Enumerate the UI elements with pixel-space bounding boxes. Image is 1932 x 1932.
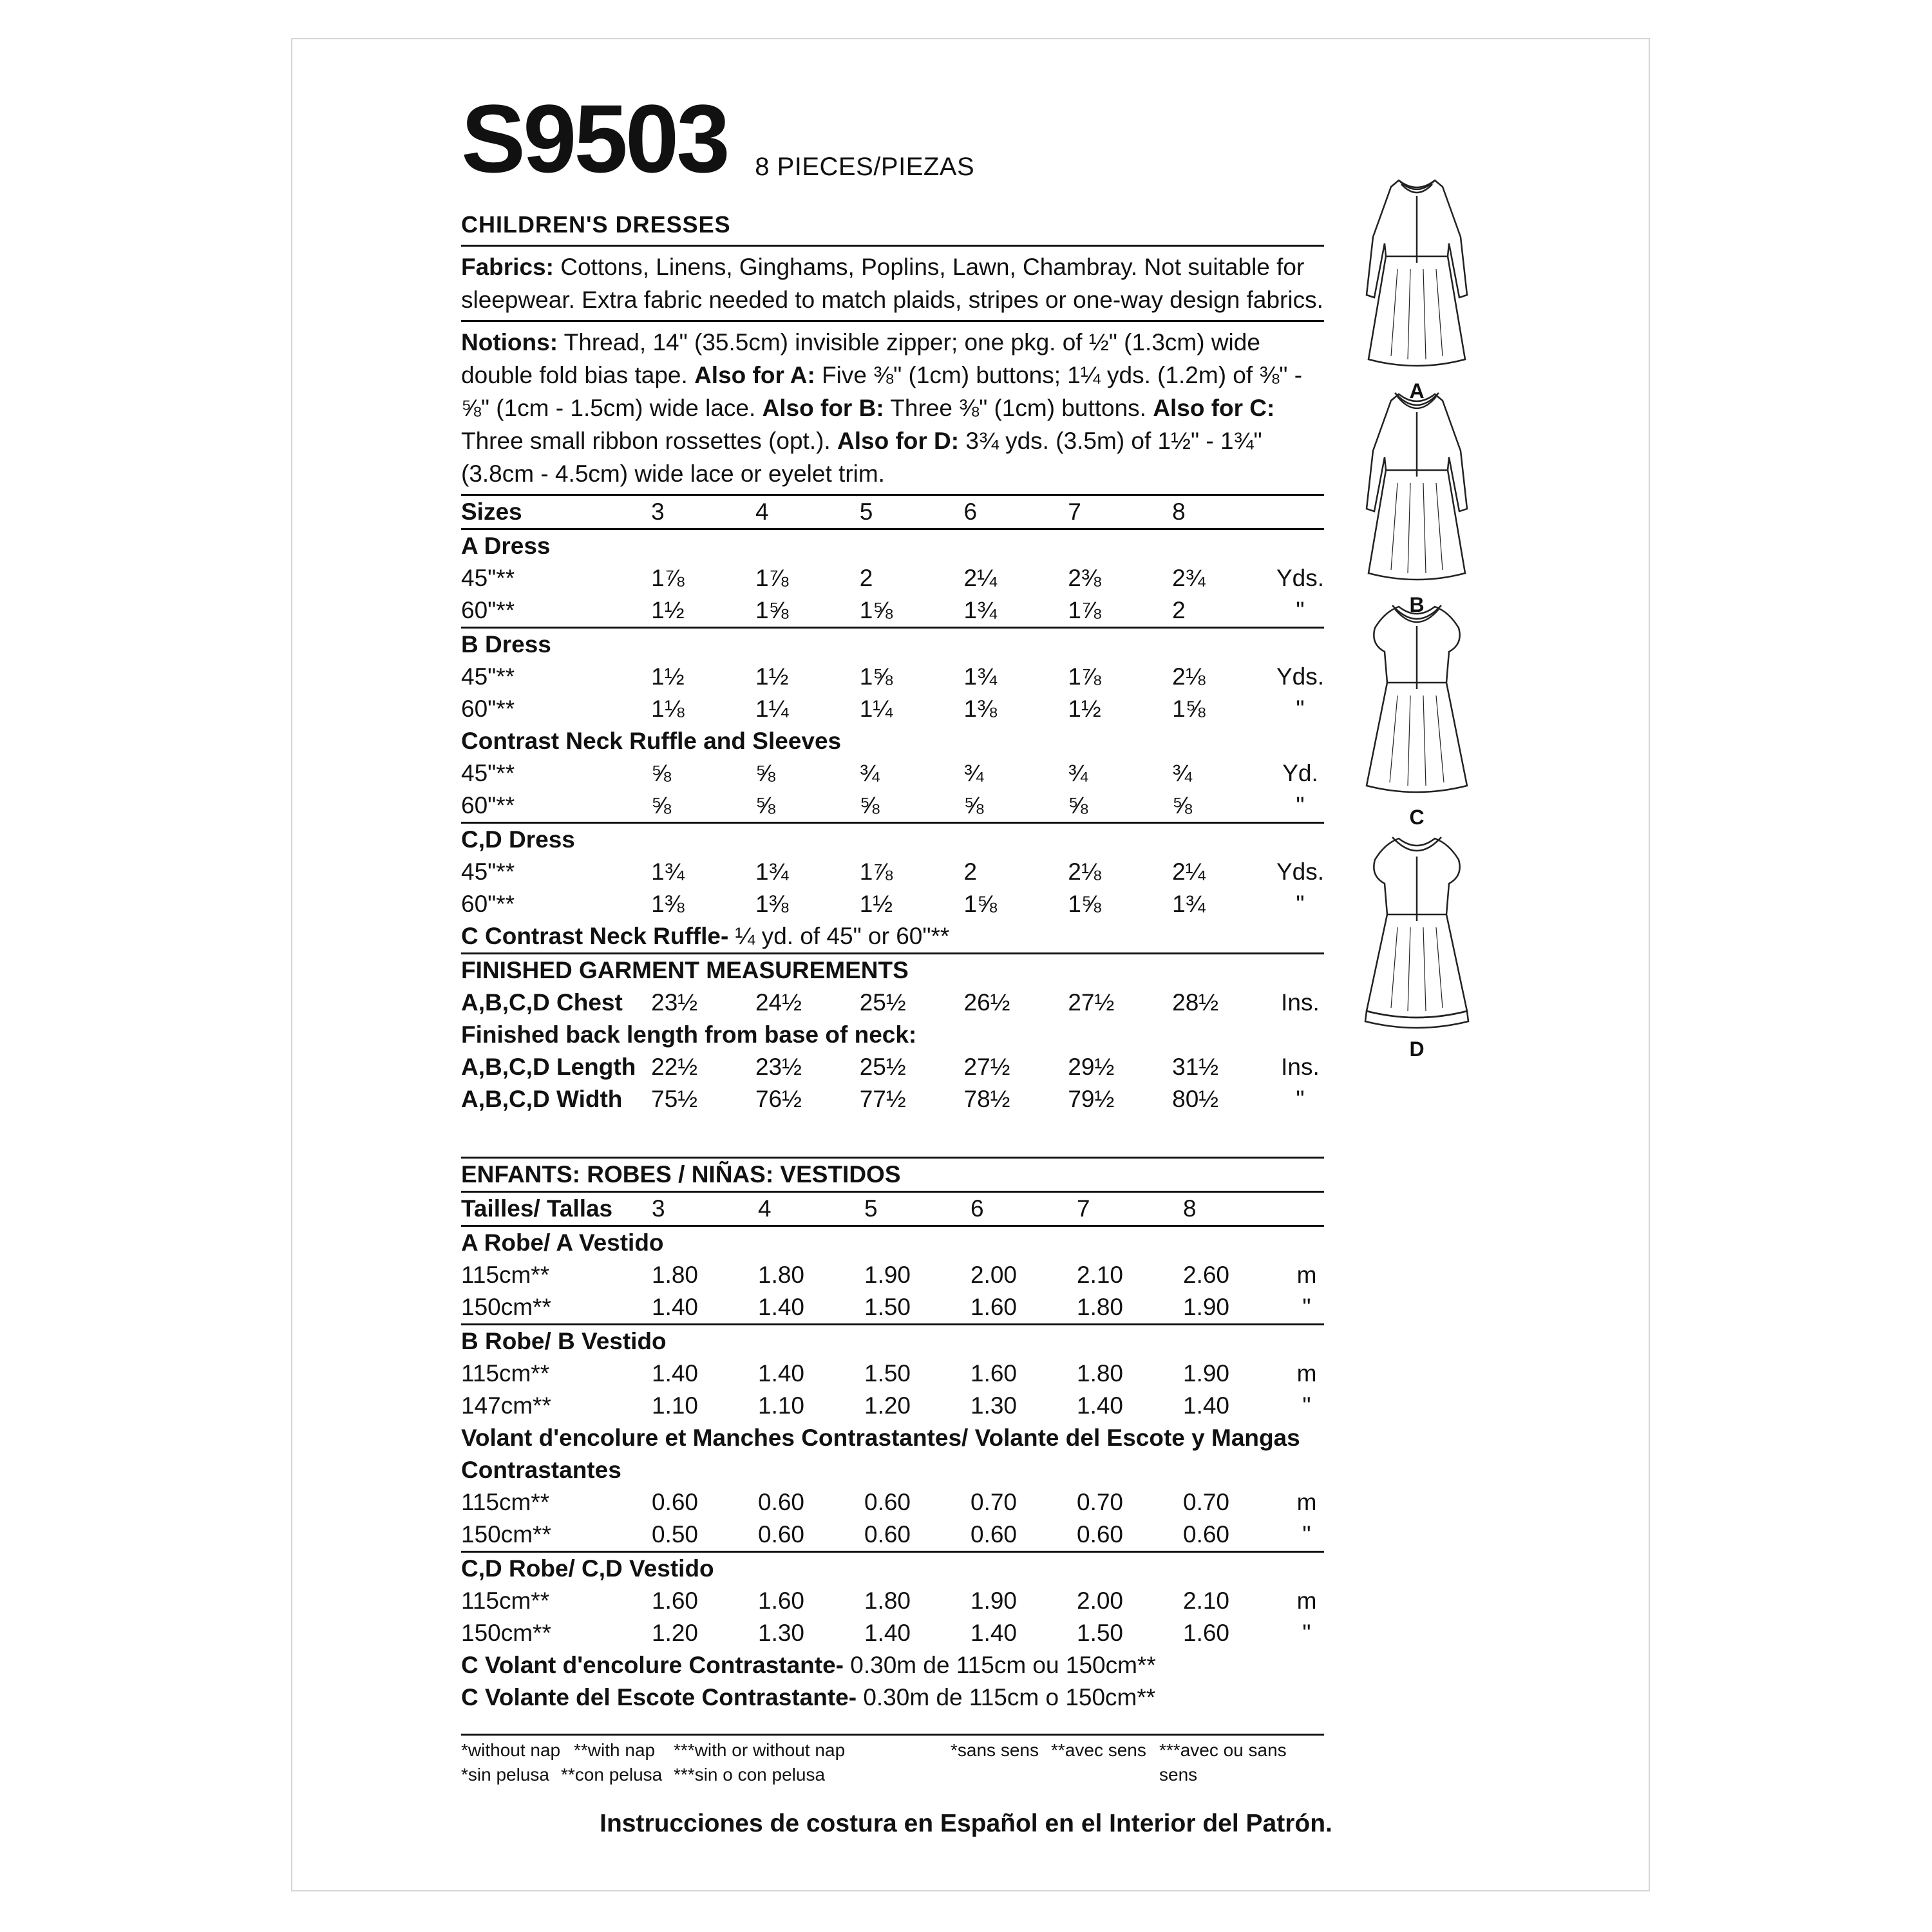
yardage-value: 1.40 [758, 1360, 805, 1387]
yardage-row [461, 661, 1324, 693]
yardage-value: ⅝ [755, 792, 775, 819]
yardage-value: 1.40 [1183, 1392, 1230, 1419]
notions-d-label: Also for D: [837, 428, 960, 454]
measurement-value: 26½ [963, 989, 1010, 1016]
yardage-value: 1.10 [758, 1392, 805, 1419]
yardage-value: 1.90 [1183, 1294, 1230, 1320]
measurement-row [461, 987, 1324, 1019]
yardage-value: 1.80 [758, 1262, 805, 1288]
yardage-value: 2¾ [1172, 565, 1206, 591]
yardage-value: ¾ [1172, 760, 1192, 786]
yardage-value: 0.60 [1183, 1521, 1230, 1548]
group-title: C,D Robe/ C,D Vestido [461, 1552, 1324, 1586]
yardage-value: 0.70 [1183, 1489, 1230, 1515]
sizes-label: Tailles/ Tallas [461, 1192, 652, 1226]
yardage-value: 2.00 [971, 1262, 1018, 1288]
yardage-value: 1.80 [652, 1262, 699, 1288]
yardage-value: 1.60 [971, 1294, 1018, 1320]
yardage-value: ¾ [963, 760, 984, 786]
size-cell: 8 [1172, 495, 1276, 529]
group-title: A Dress [461, 529, 1324, 563]
footnote: *sans sens [951, 1740, 1039, 1760]
metric-sizes-row [461, 1192, 1324, 1226]
view-label: A [1409, 379, 1425, 402]
fabric-width-label: 115cm** [461, 1360, 550, 1387]
yardage-value: 0.60 [758, 1521, 805, 1548]
yardage-value: 2 [859, 565, 873, 591]
yardage-value: 1.50 [864, 1294, 911, 1320]
measurement-value: 29½ [1068, 1054, 1115, 1080]
footnote: **avec sens [1051, 1740, 1146, 1760]
yardage-value: 1⅝ [859, 597, 893, 623]
unit: m [1296, 1262, 1317, 1288]
yardage-table-metric [461, 1157, 1324, 1714]
header [461, 84, 1324, 193]
measurement-value: 76½ [755, 1086, 802, 1112]
piece-count: 8 PIECES/PIEZAS [755, 153, 975, 181]
measurement-label: A,B,C,D Width [461, 1086, 623, 1112]
yardage-value: 0.60 [652, 1489, 699, 1515]
yardage-value: 2 [1172, 597, 1186, 623]
yardage-value: 1.50 [1077, 1620, 1124, 1646]
unit: " [1296, 891, 1305, 917]
yardage-row [461, 1390, 1324, 1422]
view-label: C [1409, 806, 1425, 829]
c-ruffle-label: C Contrast Neck Ruffle- [461, 923, 729, 949]
c-ruffle-text: ¼ yd. of 45" or 60"** [728, 923, 950, 949]
yardage-value: 1.20 [652, 1620, 699, 1646]
measurement-value: 77½ [859, 1086, 906, 1112]
yardage-value: 1¾ [1172, 891, 1206, 917]
yardage-value: 1⅝ [1172, 696, 1206, 722]
unit: " [1296, 696, 1305, 722]
unit: m [1296, 1360, 1317, 1387]
notions-a-label: Also for A: [694, 362, 815, 388]
unit: Yds. [1276, 858, 1324, 885]
yardage-value: 1½ [1068, 696, 1101, 722]
notions-text: Thread, 14" (35.5cm) invisible zipper; one pkg. of ½" (1.3cm) wide double fold bias tape. [461, 329, 1260, 388]
yardage-value: 0.50 [652, 1521, 699, 1548]
fabric-width-label: 115cm** [461, 1489, 550, 1515]
yardage-value: 1.60 [971, 1360, 1018, 1387]
yardage-value: 1¾ [755, 858, 789, 885]
measurement-value: 27½ [963, 1054, 1010, 1080]
dress-icon [1352, 592, 1481, 799]
size-cell: 4 [755, 495, 860, 529]
yardage-value: 1⅞ [651, 565, 685, 591]
unit: " [1296, 1086, 1305, 1112]
yardage-value: 1¼ [859, 696, 893, 722]
yardage-value: 1⅝ [963, 891, 997, 917]
size-cell: 3 [651, 495, 755, 529]
size-cell: 3 [652, 1192, 758, 1226]
yardage-table-imperial [461, 494, 1324, 1157]
yardage-value: 1⅞ [1068, 597, 1101, 623]
fabric-width-label: 115cm** [461, 1587, 550, 1614]
finished-measurements-title: FINISHED GARMENT MEASUREMENTS [461, 954, 1324, 987]
yardage-value: 1.30 [758, 1620, 805, 1646]
yardage-value: 1¾ [963, 663, 997, 690]
yardage-value: 1.80 [864, 1587, 911, 1614]
volant-title: Volant d'encolure et Manches Contrastantes/ Volante del Escote y Mangas [461, 1425, 1300, 1451]
measurement-value: 22½ [651, 1054, 698, 1080]
yardage-value: 0.60 [864, 1489, 911, 1515]
yardage-value: 1.60 [1183, 1620, 1230, 1646]
yardage-value: 2⅛ [1068, 858, 1101, 885]
yardage-value: 1.40 [864, 1620, 911, 1646]
yardage-group [461, 628, 1324, 726]
fabric-width-label: 60"** [461, 792, 515, 819]
yardage-row [461, 1486, 1324, 1519]
unit: " [1302, 1521, 1311, 1548]
view-b-sketch [1352, 380, 1481, 617]
sizes-row [461, 495, 1324, 529]
yardage-value: 2.60 [1183, 1262, 1230, 1288]
c-volant-label: C Volant d'encolure Contrastante- [461, 1652, 844, 1678]
unit: m [1296, 1489, 1317, 1515]
footnote: ***with or without nap [674, 1740, 846, 1760]
yardage-value: 1½ [651, 663, 685, 690]
pattern-code: S9503 [461, 84, 728, 193]
spanish-instructions-note: Instrucciones de costura en Español en el Interior del Patrón. [600, 1810, 1332, 1837]
yardage-group [461, 823, 1324, 921]
size-cell: 5 [860, 495, 964, 529]
notions-d-text: 3¾ yds. (3.5m) of 1½" - 1¾" (3.8cm - 4.5cm) wide lace or eyelet trim. [461, 428, 1262, 487]
size-cell: 6 [971, 1192, 1077, 1226]
c-contrast-ruffle-row [461, 920, 1324, 954]
yardage-value: 2¼ [1172, 858, 1206, 885]
yardage-value: 0.60 [758, 1489, 805, 1515]
yardage-value: 1⅝ [859, 663, 893, 690]
fabrics-section [461, 247, 1324, 320]
footnote: **con pelusa [561, 1765, 663, 1785]
footnotes [461, 1734, 1324, 1787]
yardage-value: 1.30 [971, 1392, 1018, 1419]
fabric-width-label: 150cm** [461, 1521, 551, 1548]
footnote: ***avec ou sans sens [1159, 1740, 1287, 1785]
yardage-row [461, 790, 1324, 823]
unit: " [1296, 597, 1305, 623]
fabric-width-label: 45"** [461, 760, 515, 786]
yardage-value: 0.60 [971, 1521, 1018, 1548]
measurement-value: 78½ [963, 1086, 1010, 1112]
unit: " [1302, 1294, 1311, 1320]
view-label: D [1409, 1037, 1425, 1061]
fabrics-text: Cottons, Linens, Ginghams, Poplins, Lawn, Chambray. Not suitable for sleepwear. Extra fabric needed to match plaids, stripes or one-way design fabrics. [461, 254, 1323, 313]
yardage-value: 1⅞ [1068, 663, 1101, 690]
yardage-value: 1.90 [1183, 1360, 1230, 1387]
notions-label: Notions: [461, 329, 558, 355]
fabrics-label: Fabrics: [461, 254, 554, 280]
notions-section [461, 322, 1324, 494]
fabric-width-label: 60"** [461, 597, 515, 623]
c-volante-text: 0.30m de 115cm o 150cm** [857, 1684, 1156, 1710]
unit: m [1296, 1587, 1317, 1614]
measurement-value: 25½ [859, 1054, 906, 1080]
yardage-row [461, 1291, 1324, 1325]
measurement-value: 79½ [1068, 1086, 1115, 1112]
pattern-back [461, 84, 1324, 1714]
dress-icon [1352, 824, 1481, 1030]
size-cell: 5 [864, 1192, 971, 1226]
unit: Yds. [1276, 565, 1324, 591]
yardage-row [461, 1519, 1324, 1552]
yardage-group [461, 725, 1324, 823]
measurement-label: A,B,C,D Chest [461, 989, 623, 1016]
yardage-row [461, 757, 1324, 790]
yardage-value: 0.60 [1077, 1521, 1124, 1548]
yardage-row [461, 1617, 1324, 1649]
size-cell: 6 [964, 495, 1068, 529]
fabric-width-label: 150cm** [461, 1294, 551, 1320]
back-length-note: Finished back length from base of neck: [461, 1021, 917, 1048]
yardage-value: ⅝ [755, 760, 775, 786]
fabric-width-label: 60"** [461, 891, 515, 917]
measurement-value: 23½ [651, 989, 698, 1016]
yardage-value: 1.80 [1077, 1360, 1124, 1387]
footnote: *sin pelusa [461, 1765, 549, 1785]
yardage-value: ¾ [1068, 760, 1088, 786]
unit: Ins. [1281, 989, 1320, 1016]
yardage-value: 1⅝ [1068, 891, 1101, 917]
unit: " [1296, 792, 1305, 819]
measurement-value: 31½ [1172, 1054, 1219, 1080]
yardage-value: ⅝ [651, 760, 671, 786]
yardage-row [461, 693, 1324, 725]
fabric-width-label: 150cm** [461, 1620, 551, 1646]
fabric-width-label: 45"** [461, 565, 515, 591]
yardage-value: 2.10 [1077, 1262, 1124, 1288]
group-title: Contrastantes [461, 1457, 621, 1483]
yardage-value: 1.60 [758, 1587, 805, 1614]
yardage-value: 2.00 [1077, 1587, 1124, 1614]
yardage-value: 1.40 [971, 1620, 1018, 1646]
group-title: C,D Dress [461, 823, 1324, 857]
notions-a-text: Five ⅜" (1cm) buttons; 1¼ yds. (1.2m) of ⅜" - ⅝" (1cm - 1.5cm) wide lace. [461, 362, 1303, 421]
measurement-row [461, 1083, 1324, 1115]
yardage-value: 1⅝ [755, 597, 789, 623]
yardage-value: 2⅛ [1172, 663, 1206, 690]
sizes-label: Sizes [461, 495, 651, 529]
yardage-row [461, 562, 1324, 594]
yardage-value: 1.40 [1077, 1392, 1124, 1419]
yardage-value: 1.50 [864, 1360, 911, 1387]
notions-c-text: Three small ribbon rossettes (opt.). [461, 428, 831, 454]
measurement-value: 24½ [755, 989, 802, 1016]
fabric-width-label: 45"** [461, 663, 515, 690]
fabric-width-label: 60"** [461, 696, 515, 722]
group-title: B Robe/ B Vestido [461, 1325, 1324, 1358]
yardage-value: ⅝ [1068, 792, 1088, 819]
yardage-value: 1⅞ [859, 858, 893, 885]
yardage-row [461, 856, 1324, 888]
yardage-value: 0.60 [864, 1521, 911, 1548]
yardage-value: ⅝ [963, 792, 984, 819]
yardage-value: 1.40 [652, 1360, 699, 1387]
view-a-sketch [1352, 166, 1481, 403]
yardage-value: ⅝ [1172, 792, 1192, 819]
metric-title-row [461, 1158, 1324, 1192]
footnote: **with nap [574, 1740, 656, 1760]
yardage-value: 1.10 [652, 1392, 699, 1419]
c-volante-label: C Volante del Escote Contrastante- [461, 1684, 857, 1710]
yardage-group [461, 1226, 1324, 1325]
size-cell: 4 [758, 1192, 864, 1226]
yardage-row [461, 888, 1324, 920]
yardage-value: 1½ [859, 891, 893, 917]
size-cell: 7 [1077, 1192, 1183, 1226]
yardage-value: 1¾ [651, 858, 685, 885]
yardage-value: 1.90 [971, 1587, 1018, 1614]
yardage-row [461, 594, 1324, 628]
yardage-value: 1.20 [864, 1392, 911, 1419]
c-volant-text: 0.30m de 115cm ou 150cm** [844, 1652, 1156, 1678]
notions-b-label: Also for B: [762, 395, 884, 421]
yardage-row [461, 1358, 1324, 1390]
dress-icon [1352, 380, 1481, 586]
notions-c-label: Also for C: [1153, 395, 1275, 421]
yardage-group [461, 1325, 1324, 1423]
yardage-value: 1¼ [755, 696, 789, 722]
yardage-value: 1⅜ [651, 891, 685, 917]
yardage-value: 1⅞ [755, 565, 789, 591]
unit: Yd. [1282, 760, 1318, 786]
yardage-value: 1.40 [758, 1294, 805, 1320]
yardage-row [461, 1259, 1324, 1291]
unit: " [1302, 1392, 1311, 1419]
yardage-value: ¾ [859, 760, 880, 786]
measurement-value: 23½ [755, 1054, 802, 1080]
measurement-value: 25½ [859, 989, 906, 1016]
yardage-value: ⅝ [859, 792, 880, 819]
measurement-value: 80½ [1172, 1086, 1219, 1112]
yardage-value: 2¼ [963, 565, 997, 591]
metric-title: ENFANTS: ROBES / NIÑAS: VESTIDOS [461, 1158, 1324, 1192]
footnote: ***sin o con pelusa [674, 1765, 826, 1785]
yardage-value: 1.60 [652, 1587, 699, 1614]
unit: " [1302, 1620, 1311, 1646]
fabric-width-label: 147cm** [461, 1392, 551, 1419]
size-cell: 8 [1183, 1192, 1289, 1226]
yardage-value: 2⅜ [1068, 565, 1101, 591]
yardage-value: 1.80 [1077, 1294, 1124, 1320]
yardage-value: 1.90 [864, 1262, 911, 1288]
notions-b-text: Three ⅜" (1cm) buttons. [890, 395, 1146, 421]
yardage-value: 1½ [651, 597, 685, 623]
yardage-group [461, 1454, 1324, 1552]
yardage-value: 1⅜ [755, 891, 789, 917]
yardage-value: ⅝ [651, 792, 671, 819]
yardage-value: 2 [963, 858, 978, 885]
view-c-sketch [1352, 592, 1481, 829]
fabric-width-label: 45"** [461, 858, 515, 885]
yardage-value: 0.70 [1077, 1489, 1124, 1515]
yardage-row [461, 1585, 1324, 1617]
fabric-width-label: 115cm** [461, 1262, 550, 1288]
yardage-value: 1¾ [963, 597, 997, 623]
group-title: A Robe/ A Vestido [461, 1226, 1324, 1260]
view-d-sketch [1352, 824, 1481, 1061]
dress-icon [1352, 166, 1481, 372]
yardage-value: 0.70 [971, 1489, 1018, 1515]
group-title: Contrast Neck Ruffle and Sleeves [461, 728, 842, 754]
measurement-row [461, 1051, 1324, 1083]
yardage-value: 1.40 [652, 1294, 699, 1320]
pattern-title: CHILDREN'S DRESSES [461, 211, 731, 238]
size-cell: 7 [1068, 495, 1172, 529]
measurement-value: 75½ [651, 1086, 698, 1112]
unit: Yds. [1276, 663, 1324, 690]
footnote: *without nap [461, 1740, 561, 1760]
finished-title-row [461, 954, 1324, 987]
yardage-value: 1½ [755, 663, 789, 690]
unit: Ins. [1281, 1054, 1320, 1080]
yardage-value: 1⅜ [963, 696, 997, 722]
yardage-group [461, 529, 1324, 628]
yardage-value: 1⅛ [651, 696, 685, 722]
yardage-group [461, 1552, 1324, 1650]
group-title: B Dress [461, 628, 1324, 661]
yardage-value: 2.10 [1183, 1587, 1230, 1614]
view-label: B [1409, 593, 1425, 616]
measurement-value: 28½ [1172, 989, 1219, 1016]
measurement-label: A,B,C,D Length [461, 1054, 636, 1080]
measurement-value: 27½ [1068, 989, 1115, 1016]
